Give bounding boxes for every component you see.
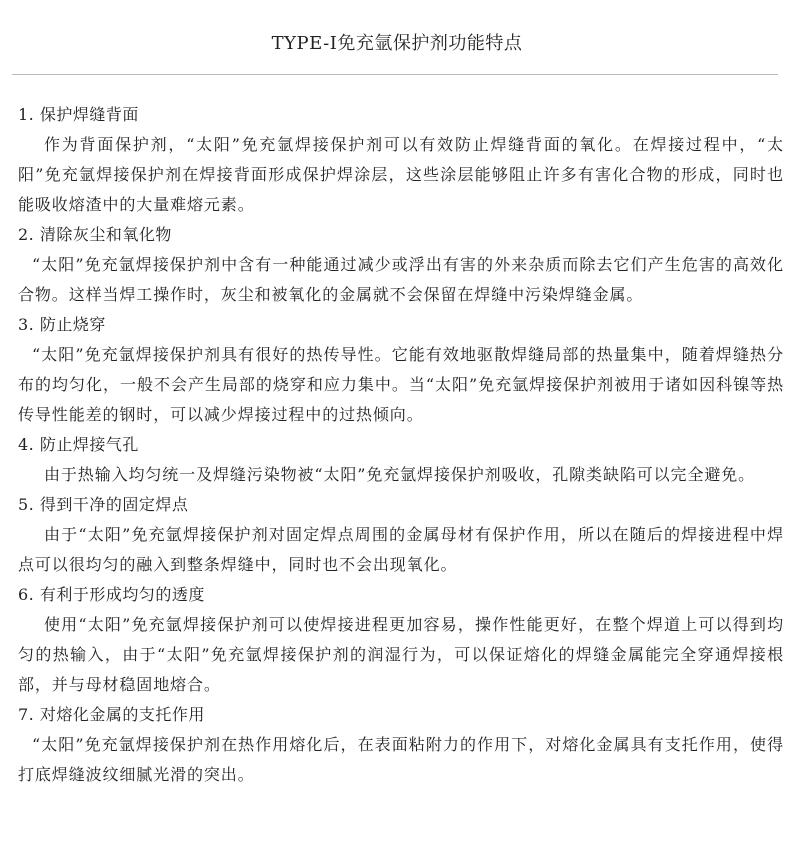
document-title: TYPE-I免充氩保护剂功能特点 xyxy=(271,33,523,54)
section-back-protection xyxy=(18,100,784,220)
section-burn-through-prevention xyxy=(18,310,784,430)
section-heading: 4. 防止焊接气孔 xyxy=(18,435,139,454)
section-heading: 3. 防止烧穿 xyxy=(18,315,106,334)
section-clean-tack-welds xyxy=(18,490,784,580)
section-porosity-prevention xyxy=(18,430,784,490)
document-body xyxy=(18,100,784,790)
section-body: 使用“太阳”免充氩焊接保护剂可以使焊接进程更加容易，操作性能更好，在整个焊道上可以得到均匀的热输入，由于“太阳”免充氩焊接保护剂的润湿行为，可以保证熔化的焊缝金属能完全穿通焊接根部，并与母材稳固地熔合。 xyxy=(18,615,784,694)
section-heading: 6. 有利于形成均匀的透度 xyxy=(18,585,205,604)
section-heading: 7. 对熔化金属的支托作用 xyxy=(18,705,205,724)
section-heading: 2. 清除灰尘和氧化物 xyxy=(18,225,172,244)
section-molten-metal-support xyxy=(18,700,784,790)
section-body: 由于热输入均匀统一及焊缝污染物被“太阳”免充氩焊接保护剂吸收，孔隙类缺陷可以完全避免。 xyxy=(44,465,756,484)
section-uniform-penetration xyxy=(18,580,784,700)
section-body: 作为背面保护剂，“太阳”免充氩焊接保护剂可以有效防止焊缝背面的氧化。在焊接过程中，“太阳”免充氩焊接保护剂在焊接背面形成保护焊涂层，这些涂层能够阻止许多有害化合物的形成，同时也能吸收熔渣中的大量难熔元素。 xyxy=(18,135,784,214)
title-divider xyxy=(12,74,778,75)
section-heading: 1. 保护焊缝背面 xyxy=(18,105,139,124)
section-body: “太阳”免充氩焊接保护剂中含有一种能通过减少或浮出有害的外来杂质而除去它们产生危害的高效化合物。这样当焊工操作时，灰尘和被氧化的金属就不会保留在焊缝中污染焊缝金属。 xyxy=(18,255,784,304)
section-body: 由于“太阳”免充氩焊接保护剂对固定焊点周围的金属母材有保护作用，所以在随后的焊接进程中焊点可以很均匀的融入到整条焊缝中，同时也不会出现氧化。 xyxy=(18,525,784,574)
section-dust-oxide-removal xyxy=(18,220,784,310)
section-body: “太阳”免充氩焊接保护剂具有很好的热传导性。它能有效地驱散焊缝局部的热量集中，随着焊缝热分布的均匀化，一般不会产生局部的烧穿和应力集中。当“太阳”免充氩焊接保护剂被用于诸如因科镍等热传导性能差的钢时，可以减少焊接过程中的过热倾向。 xyxy=(18,345,784,424)
section-heading: 5. 得到干净的固定焊点 xyxy=(18,495,189,514)
section-body: “太阳”免充氩焊接保护剂在热作用熔化后，在表面粘附力的作用下，对熔化金属具有支托作用，使得打底焊缝波纹细腻光滑的突出。 xyxy=(18,735,784,784)
